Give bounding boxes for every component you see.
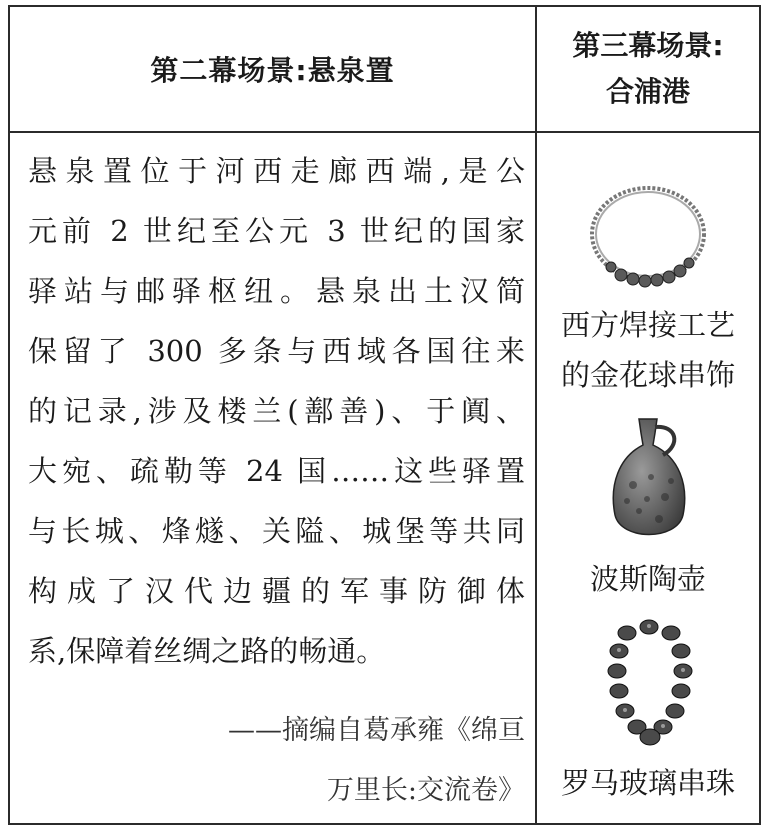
header-scene-three-line2: 合浦港 [605,75,690,108]
header-scene-three-line1: 第三幕场景: [572,29,724,62]
passage-line: 系,保障着丝绸之路的畅通。 [28,634,386,668]
artifact-caption: 的金花球串饰 [560,358,735,392]
source-citation-line1: ——摘编自葛承雍《绵亘 [228,715,525,746]
header-scene-two [10,7,535,131]
artifact-caption: 西方焊接工艺 [560,308,735,342]
passage-line: 构成了汉代边疆的军事防御体 [28,574,525,608]
artifact-caption: 罗马玻璃串珠 [560,766,735,800]
gold-bead-necklace-icon [583,179,713,297]
header-scene-three [537,7,759,131]
passage-line: 与长城、烽燧、关隘、城堡等共同 [28,514,525,548]
roman-glass-beads-icon [605,619,695,749]
passage-line: 保留了 300 多条与西域各国往来 [28,334,525,368]
artifact-caption: 波斯陶壶 [589,562,706,596]
persian-pottery-jar-icon [599,415,699,555]
source-citation-line2: 万里长:交流卷》 [326,775,525,806]
passage-line: 驿站与邮驿枢纽。悬泉出土汉简 [28,274,525,308]
passage-line: 的记录,涉及楼兰(鄯善)、于阗、 [28,394,525,428]
passage-line: 元前 2 世纪至公元 3 世纪的国家 [28,214,525,248]
passage-line: 大宛、疏勒等 24 国……这些驿置 [28,454,525,488]
content-table [8,5,761,825]
header-scene-two-text: 第二幕场景:悬泉置 [150,54,395,87]
passage-line: 悬泉置位于河西走廊西端,是公 [28,154,525,188]
artifacts-cell [537,133,759,823]
